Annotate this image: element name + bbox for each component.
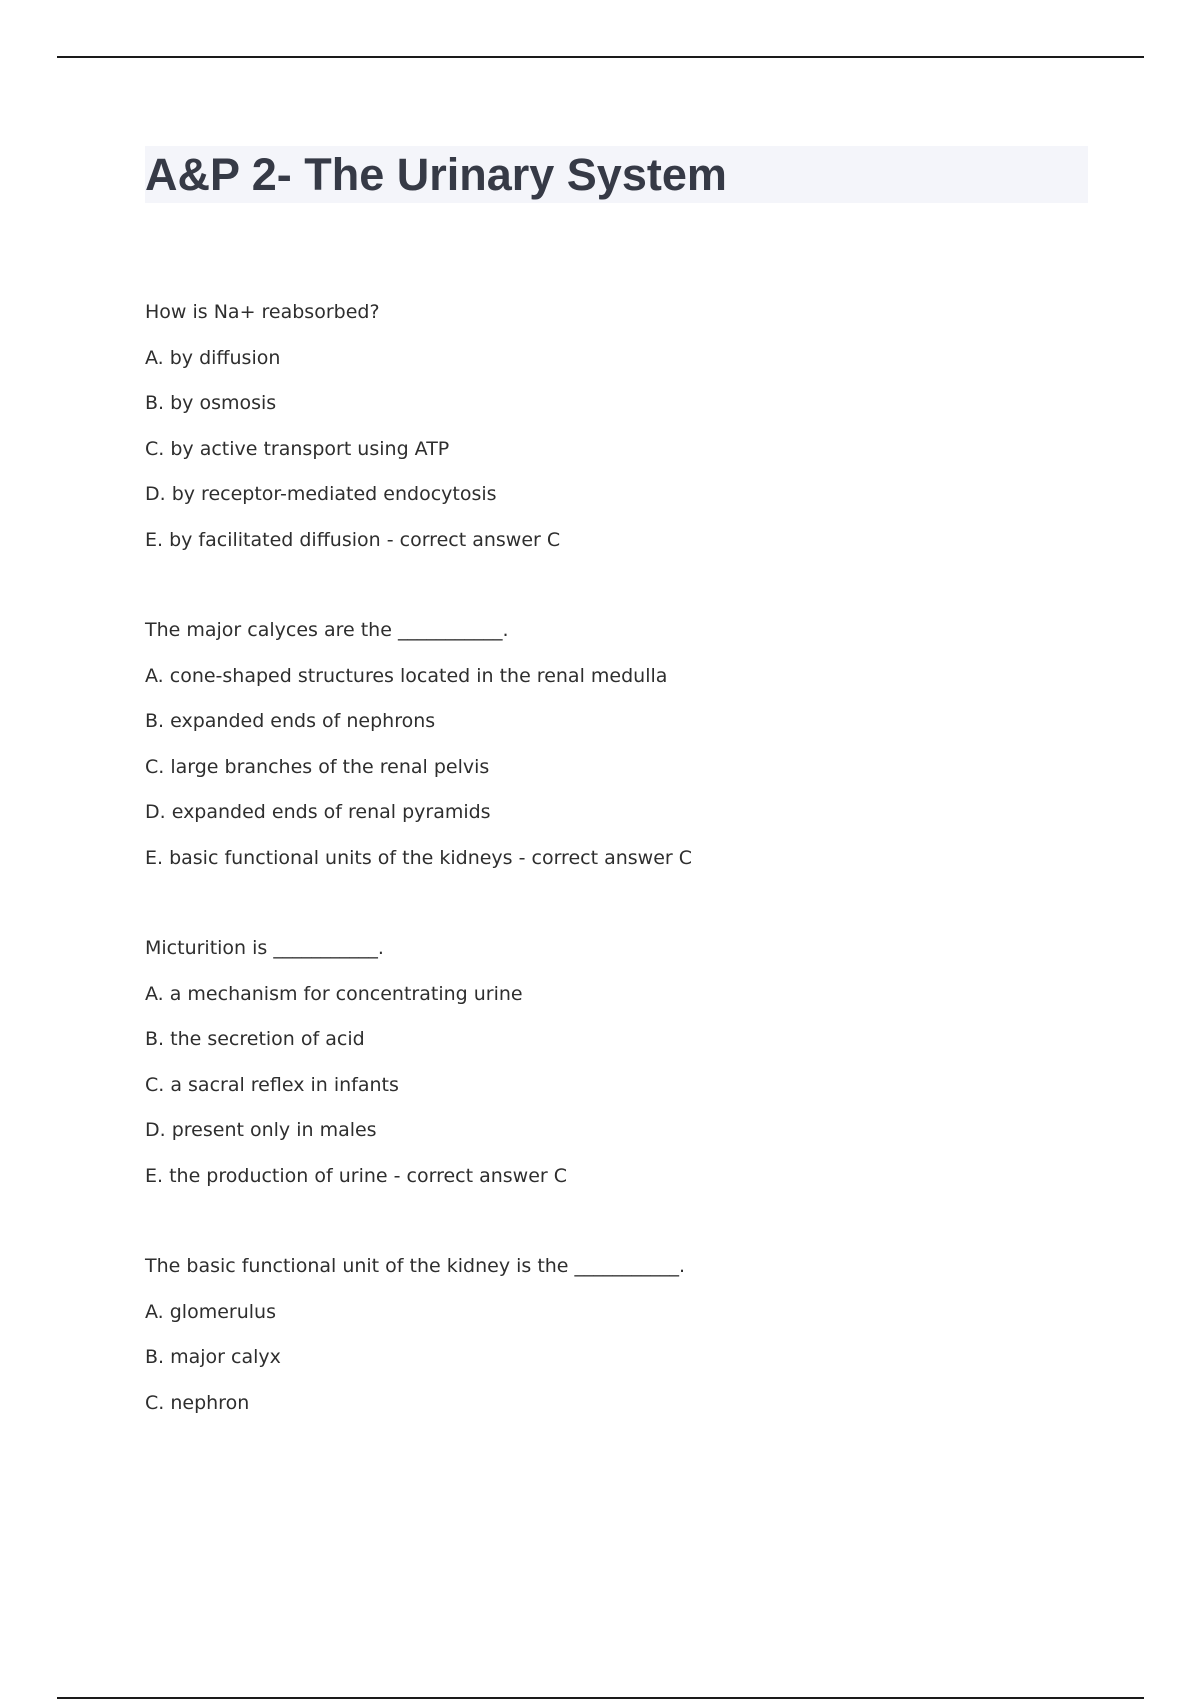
answer-option: C. by active transport using ATP bbox=[145, 437, 450, 460]
answer-option: E. the production of urine - correct answer C bbox=[145, 1164, 568, 1187]
answer-option: A. by diffusion bbox=[145, 346, 281, 369]
question-prompt: Micturition is ___________. bbox=[145, 937, 384, 959]
answer-option: C. large branches of the renal pelvis bbox=[145, 755, 490, 778]
question-1 bbox=[145, 290, 1095, 563]
answer-option: E. by facilitated diffusion - correct answer C bbox=[145, 528, 561, 551]
answer-option: B. major calyx bbox=[145, 1346, 281, 1368]
question-prompt: The major calyces are the ___________. bbox=[145, 619, 509, 641]
top-divider bbox=[57, 56, 1144, 58]
answer-option: E. basic functional units of the kidneys - correct answer C bbox=[145, 846, 693, 869]
answer-option: D. present only in males bbox=[145, 1119, 377, 1141]
answer-option: B. by osmosis bbox=[145, 392, 277, 414]
bottom-divider bbox=[57, 1697, 1144, 1699]
answer-option: C. a sacral reflex in infants bbox=[145, 1073, 399, 1096]
answer-option: A. cone-shaped structures located in the renal medulla bbox=[145, 664, 668, 687]
answer-option: C. nephron bbox=[145, 1391, 250, 1414]
question-prompt: How is Na+ reabsorbed? bbox=[145, 301, 380, 323]
answer-option: A. a mechanism for concentrating urine bbox=[145, 982, 523, 1005]
page-title: A&P 2- The Urinary System bbox=[145, 149, 727, 200]
answer-option: D. expanded ends of renal pyramids bbox=[145, 801, 491, 823]
question-prompt: The basic functional unit of the kidney is the ___________. bbox=[145, 1255, 686, 1277]
question-list bbox=[145, 290, 1095, 1471]
question-2 bbox=[145, 608, 1095, 881]
question-4 bbox=[145, 1244, 1095, 1426]
answer-option: B. the secretion of acid bbox=[145, 1028, 365, 1050]
question-3 bbox=[145, 926, 1095, 1199]
answer-option: D. by receptor-mediated endocytosis bbox=[145, 483, 497, 505]
answer-option: A. glomerulus bbox=[145, 1300, 276, 1323]
answer-option: B. expanded ends of nephrons bbox=[145, 710, 436, 732]
